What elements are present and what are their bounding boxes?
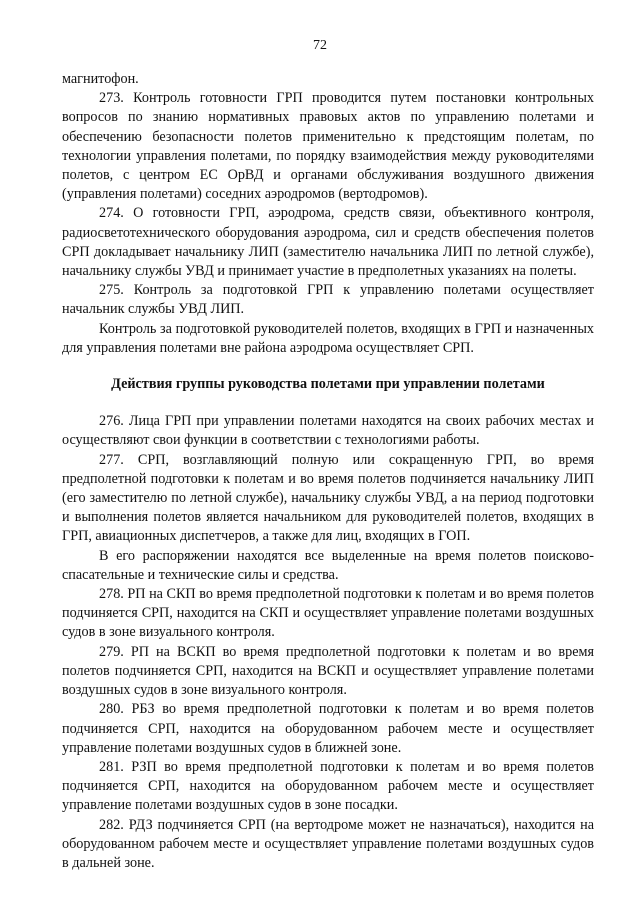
paragraph: 277. СРП, возглавляющий полную или сокращенную ГРП, во время предполетной подготовки к полетам и во время полетов подчиняется начальнику ЛИП (его заместителю по летной службе), начальнику службы УВД, а на период подготовки и выполнения полетов является начальником для руководителей полетов, входящих в ГРП, авиационных диспетчеров, а также для лиц, входящих в ГОП. bbox=[62, 451, 594, 545]
document-body bbox=[62, 70, 594, 873]
paragraph: 279. РП на ВСКП во время предполетной подготовки к полетам и во время полетов подчиняется СРП, находится на ВСКП и осуществляет управление полетами воздушных судов в зоне визуального контроля. bbox=[62, 643, 594, 699]
paragraph: 282. РДЗ подчиняется СРП (на вертодроме может не назначаться), находится на оборудованном рабочем месте и осуществляет управление полетами воздушных судов в дальней зоне. bbox=[62, 816, 594, 871]
paragraph: 274. О готовности ГРП, аэродрома, средств связи, объективного контроля, радиосветотехнического оборудования аэродрома, сил и средств обеспечения полетов СРП докладывает начальнику ЛИП (заместителю начальника ЛИП по летной службе), начальнику службы УВД и принимает участие в предполетных указаниях на полеты. bbox=[62, 205, 594, 280]
paragraph: 280. РБЗ во время предполетной подготовки к полетам и во время полетов подчиняется СРП, находится на оборудованном рабочем месте и осуществляет управление полетами воздушных судов в ближней зоне. bbox=[62, 701, 594, 756]
section-heading: Действия группы руководства полетами при управлении полетами bbox=[111, 376, 545, 393]
page-number: 72 bbox=[313, 38, 327, 53]
paragraphs-after bbox=[62, 412, 594, 873]
paragraphs-before bbox=[62, 70, 594, 358]
paragraph: Контроль за подготовкой руководителей полетов, входящих в ГРП и назначенных для управления полетами вне района аэродрома осуществляет СРП. bbox=[62, 320, 594, 356]
paragraph: 273. Контроль готовности ГРП проводится путем постановки контрольных вопросов по знанию нормативных правовых актов по управлению полетами и обеспечению безопасности полетов применительно к предстоящим полетам, по технологии управления полетами, по порядку взаимодействия между руководителями полетов, с центром ЕС ОрВД и органами обслуживания воздушного движения (управления полетами) соседних аэродромов (вертодромов). bbox=[62, 90, 594, 203]
paragraph: 278. РП на СКП во время предполетной подготовки к полетам и во время полетов подчиняется СРП, находится на СКП и осуществляет управление полетами воздушных судов в зоне визуального контроля. bbox=[62, 586, 594, 641]
paragraph: магнитофон. bbox=[62, 71, 139, 87]
paragraph: 275. Контроль за подготовкой ГРП к управлению полетами осуществляет начальник службы УВД ЛИП. bbox=[62, 282, 594, 318]
paragraph: 276. Лица ГРП при управлении полетами находятся на своих рабочих местах и осуществляют свои функции в соответствии с технологиями работы. bbox=[62, 413, 594, 449]
paragraph: В его распоряжении находятся все выделенные на время полетов поисково-спасательные и технические силы и средства. bbox=[62, 547, 594, 583]
paragraph: 281. РЗП во время предполетной подготовки к полетам и во время полетов подчиняется СРП, находится на оборудованном рабочем месте и осуществляет управление полетами воздушных судов в зоне посадки. bbox=[62, 758, 594, 814]
